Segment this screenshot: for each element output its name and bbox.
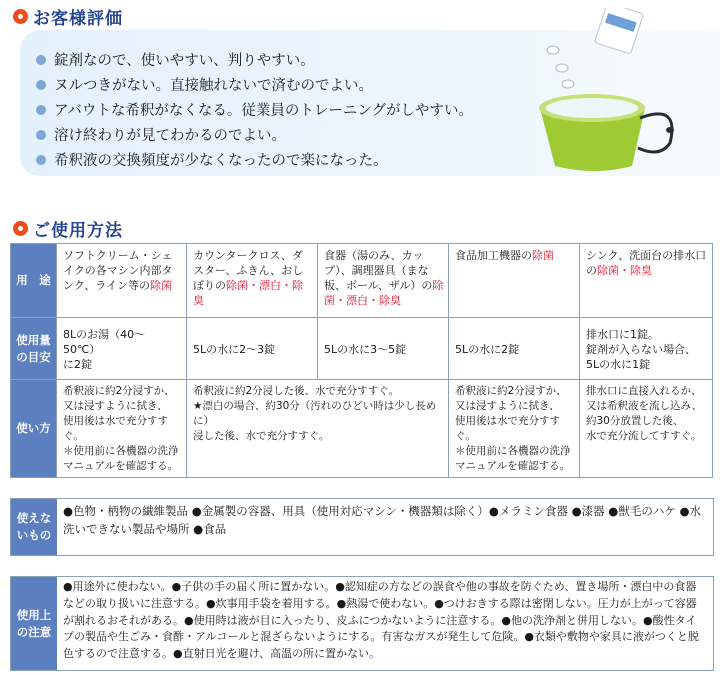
- review-title: お客様評価: [33, 9, 123, 29]
- amount-cell: 5Lの水に2～3錠: [187, 318, 318, 380]
- bullet-icon: [36, 155, 46, 165]
- purpose-row: [11, 244, 713, 318]
- review-header: [0, 4, 123, 29]
- unusable-text: ●色物・柄物の繊維製品 ●金属製の容器、用具（使用対応マシン・機器類は除く）●メラミン食器 ●漆器 ●獣毛のハケ ●水洗いできない製品や場所 ●食品: [63, 504, 702, 536]
- tablet-icon: [562, 80, 574, 88]
- bucket-tablet-illustration: [520, 8, 720, 173]
- purpose-row-header: 用 途: [11, 244, 57, 318]
- tablet-packet-icon: [594, 8, 643, 54]
- review-item: ヌルつきがない。直接触れないで済むのでよい。: [36, 72, 720, 97]
- amount-cell: 排水口に1錠。 錠剤が入らない場合、 5Lの水に1錠: [580, 318, 713, 380]
- unusable-box: [10, 498, 714, 556]
- review-item: 希釈液の交換頻度が少なくなったので楽になった。: [36, 147, 720, 172]
- purpose-cell: ソフトクリーム・シェイクの各マシン内部タンク、ライン等の除菌: [57, 244, 187, 318]
- caution-header: 使用上 の注意: [11, 577, 57, 670]
- amount-cell: 5Lの水に2錠: [449, 318, 580, 380]
- review-item: 溶け終わりが見てわかるのでよい。: [36, 122, 720, 147]
- usage-title: ご使用方法: [33, 221, 123, 241]
- method-cell: 排水口に直接入れるか、 又は希釈液を流し込み、 約30分放置した後、 水で充分流してすすぐ。: [580, 380, 713, 478]
- amount-row-header: 使用量 の目安: [11, 318, 57, 380]
- bullet-icon: [36, 80, 46, 90]
- bucket-icon: [539, 94, 674, 171]
- tablet-icon: [556, 64, 568, 72]
- amount-cell: 8Lのお湯（40～50℃） に2錠: [57, 318, 187, 380]
- review-item: 錠剤なので、使いやすい、判りやすい。: [36, 47, 720, 72]
- purpose-cell: 食品加工機器の除菌: [449, 244, 580, 318]
- unusable-header: 使えな いもの: [11, 499, 57, 555]
- usage-table: [10, 243, 713, 478]
- usage-header: [0, 216, 123, 241]
- bullet-icon: [36, 55, 46, 65]
- amount-row: [11, 318, 713, 380]
- tablet-icon: [547, 46, 559, 54]
- review-item: アバウトな希釈がなくなる。従業員のトレーニングがしやすい。: [36, 97, 720, 122]
- method-cell: 希釈液に約2分浸すか、 又は浸すように拭き、 使用後は水で充分すすぐ。 ＊使用前に各機器の洗浄 マニュアルを確認する。: [449, 380, 580, 478]
- method-row-header: 使い方: [11, 380, 57, 478]
- purpose-cell: 食器（湯のみ、カップ）、調理器具（まな板、ボール、ザル）の除菌・漂白・除臭: [318, 244, 449, 318]
- method-row: [11, 380, 713, 478]
- bullet-icon: [36, 105, 46, 115]
- caution-box: [10, 576, 714, 671]
- caution-text: ●用途外に使わない。●子供の手の届く所に置かない。●認知症の方などの誤食や他の事故を防ぐため、置き場所・漂白中の食器などの取り扱いに注意する。●炊事用手袋を着用する。●熱湯で使わない。●つけおきする際は密閉しない。圧力が上がって容器が割れるおそれがある。●使用時は液が目に入ったり、皮ふにつかないように注意する。●他の洗浄剤と併用しない。●酸性タイプの製品や生ごみ・食酢・アルコールと混ざらないようにする。有害なガスが発生して危険。●衣類や敷物や家具に液がつくと脱色するので注意する。●直射日光を避け、高温の所に置かない。: [63, 580, 699, 661]
- bullet-circle-icon: [13, 221, 28, 236]
- purpose-cell: シンク、洗面台の排水口の除菌・除臭: [580, 244, 713, 318]
- method-cell: 希釈液に約2分浸すか、 又は浸すように拭き、 使用後は水で充分すすぐ。 ＊使用前に各機器の洗浄 マニュアルを確認する。: [57, 380, 187, 478]
- purpose-cell: カウンタークロス、ダスター、ふきん、おしぼりの除菌・漂白・除臭: [187, 244, 318, 318]
- bullet-icon: [36, 130, 46, 140]
- method-cell: 希釈液に約2分浸した後、水で充分すすぐ。 ★漂白の場合、約30分（汚れのひどい時は少し長めに） 浸した後、水で充分すすぐ。: [187, 380, 449, 478]
- amount-cell: 5Lの水に3～5錠: [318, 318, 449, 380]
- bullet-circle-icon: [13, 9, 28, 24]
